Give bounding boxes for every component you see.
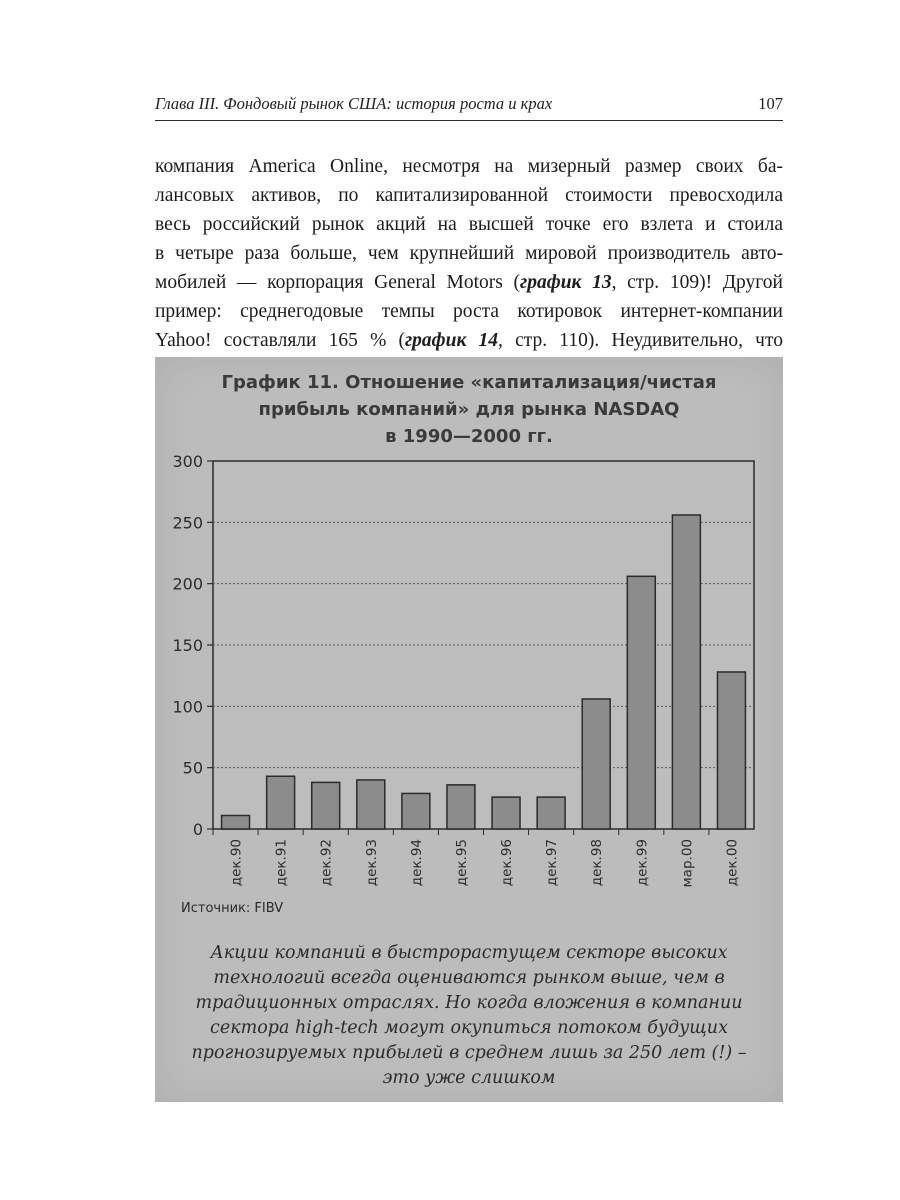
caption-line: это уже слишком — [382, 1068, 556, 1088]
bar — [267, 776, 295, 829]
x-tick-label: дек.98 — [589, 839, 606, 887]
y-tick-label: 300 — [172, 452, 203, 471]
bar-chart — [155, 357, 783, 917]
caption-line: сектора high-tech могут окупиться потоком будущих — [210, 1018, 728, 1038]
figure-caption — [175, 941, 763, 1091]
chart-13-reference: график 13 — [520, 272, 612, 293]
paragraph-line: лансовых активов, по капитализированной стоимости превосходила — [155, 185, 783, 206]
bar — [582, 699, 610, 829]
bar — [357, 780, 385, 829]
bar — [447, 785, 475, 829]
x-tick-label: дек.96 — [499, 839, 516, 887]
y-tick-label: 50 — [182, 758, 203, 778]
bar — [402, 793, 430, 829]
chart-title-line: прибыль компаний» для рынка NASDAQ — [258, 399, 680, 420]
paragraph-line — [155, 268, 783, 297]
x-tick-label: дек.90 — [228, 839, 245, 887]
x-tick-label: мар.00 — [679, 839, 696, 888]
chart-figure — [155, 357, 783, 1102]
x-tick-label: дек.97 — [544, 839, 561, 887]
x-tick-label: дек.95 — [453, 839, 470, 887]
line-text: Yahoo! составляли 165 % ( — [155, 330, 405, 351]
paragraph-line: компания America Online, несмотря на мизерный размер своих ба- — [155, 156, 783, 177]
bar — [627, 576, 655, 829]
x-tick-label: дек.94 — [408, 839, 425, 887]
x-tick-label: дек.00 — [724, 839, 741, 887]
bar — [492, 797, 520, 829]
bar — [672, 515, 700, 829]
bar — [222, 816, 250, 829]
line-text: , стр. 109)! Другой — [611, 272, 783, 293]
paragraph-line: пример: среднегодовые темпы роста котировок интернет-компании — [155, 301, 783, 322]
y-tick-label: 0 — [192, 820, 203, 839]
body-paragraph — [155, 152, 783, 355]
chart-title-line: График 11. Отношение «капитализация/чистая — [221, 372, 717, 393]
bar — [537, 797, 565, 829]
page-number: 107 — [758, 94, 783, 113]
y-tick-label: 100 — [172, 697, 203, 717]
y-tick-label: 200 — [172, 574, 203, 594]
caption-line: технологий всегда оцениваются рынком выше, чем в — [213, 968, 725, 988]
caption-line: традиционных отраслях. Но когда вложения в компании — [195, 993, 743, 1013]
page-header — [155, 92, 783, 121]
caption-line: прогнозируемых прибылей в среднем лишь за 250 лет (!) – — [191, 1043, 747, 1063]
bar — [312, 782, 340, 829]
x-tick-label: дек.93 — [363, 839, 380, 887]
running-title: Глава III. Фондовый рынок США: история роста и крах — [155, 94, 553, 113]
x-tick-label: дек.91 — [273, 839, 290, 887]
paragraph-line: в четыре раза больше, чем крупнейший мировой производитель авто- — [155, 243, 783, 264]
chart-source: Источник: FIBV — [181, 901, 284, 916]
line-text: мобилей — корпорация General Motors ( — [155, 272, 521, 293]
chart-14-reference: график 14 — [404, 330, 499, 351]
paragraph-line: весь российский рынок акций на высшей точке его взлета и стоила — [155, 214, 783, 235]
paragraph-line — [155, 326, 783, 355]
x-tick-label: дек.99 — [634, 839, 651, 887]
y-tick-label: 150 — [172, 636, 203, 655]
caption-line: Акции компаний в быстрорастущем секторе высоких — [210, 943, 728, 963]
x-tick-label: дек.92 — [318, 839, 335, 887]
line-text: , стр. 110). Неудивительно, что — [498, 330, 783, 351]
chart-title-line: в 1990—2000 гг. — [385, 426, 553, 447]
bar — [717, 672, 745, 829]
y-tick-label: 250 — [172, 513, 203, 533]
